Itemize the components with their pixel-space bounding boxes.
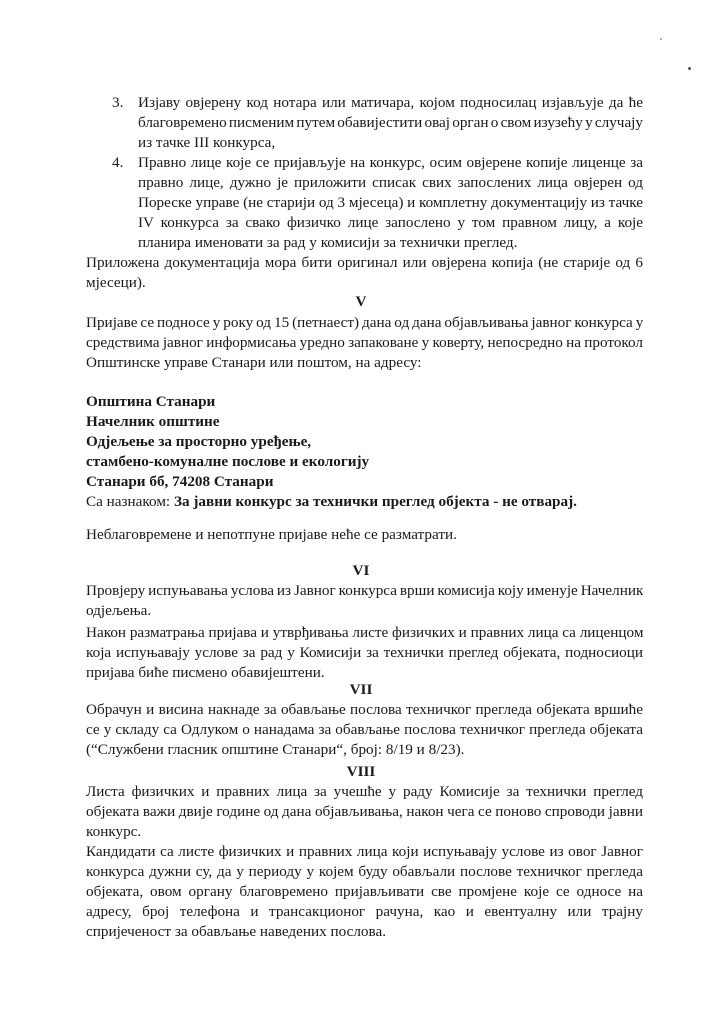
list-item-line: IV конкурса за свако физичко лице запослено у том правном лицу, а које — [138, 214, 643, 231]
list-number: 3. — [112, 94, 124, 111]
address-line: Одјељење за просторно уређење, — [86, 433, 312, 450]
paragraph-line: Након разматрања пријава и утврђивања листе физичких и правних лица са лиценцом — [86, 624, 644, 641]
paragraph-line: Провјеру испуњавања услова из Јавног конкурса врши комисија коју именује Начелник — [86, 582, 643, 599]
paragraph-line: објеката, овом органу благовремено пријављивати све промјене које се односе на — [86, 883, 643, 900]
section-heading: VII — [349, 681, 373, 698]
paragraph-line: Кандидати са листе физичких и правних лица који испуњавају услове из овог Јавног — [86, 843, 643, 860]
address-line: Станари бб, 74208 Станари — [86, 473, 274, 490]
paragraph-line: мјесеци). — [86, 274, 146, 291]
paragraph-line: се у складу са Одлуком о нанадама за обављање послова техничког прегледа објеката — [86, 721, 643, 738]
paragraph-line: Општинске управе Станари или поштом, на адресу: — [86, 354, 422, 371]
paragraph-line: Обрачун и висина накнаде за обављање послова техничког прегледа објеката вршиће — [86, 701, 643, 718]
marking-line — [86, 492, 577, 512]
section-heading: V — [355, 293, 367, 310]
list-item-line: планира именовати за рад у комисији за технички преглед. — [138, 234, 518, 251]
list-item-line: из тачке III конкурса, — [138, 134, 276, 151]
paragraph-line: спријеченост за обављање наведених послова. — [86, 923, 387, 940]
list-item-line: Изјаву овјерену код нотара или матичара, којом подносилац изјављује да ће — [138, 94, 643, 111]
list-item-line: Пореске управе (не старији од 3 мјесеца) и комплетну документацију из тачке — [138, 194, 643, 211]
list-item-line: благовремено писменим путем обавијестити овај орган о свом изузећу у случају — [138, 114, 643, 131]
paragraph-line: конкурса дужни су, да у периоду у којем буду обављали послове техничког прегледа — [86, 863, 643, 880]
address-line: Начелник општине — [86, 413, 220, 430]
paragraph-line: пријава биће писмено обавијештени. — [86, 664, 325, 681]
marking-prefix: Са назнаком: — [86, 493, 174, 510]
paragraph-line: Приложена документација мора бити оригинал или овјерена копија (не старије од 6 — [86, 254, 643, 271]
paragraph-line: која испуњавају услове за рад у Комисији за технички преглед објеката, подносиоци — [86, 644, 643, 661]
paragraph-line: Пријаве се подносе у року од 15 (петнаест) дана од дана објављивања јавног конкурса у — [86, 314, 643, 331]
list-number: 4. — [112, 154, 124, 171]
marking-text: За јавни конкурс за технички преглед објекта - не отварај. — [173, 493, 577, 510]
paragraph-line: објеката важи двије године од дана објављивања, након чега се поново спроводи јавни — [86, 803, 643, 820]
list-item-line: Правно лице које се пријављује на конкурс, осим овјерене копије лиценце за — [138, 154, 643, 171]
paragraph-line: средствима јавног информисања уредно запаковане у коверту, непосредно на протокол — [86, 334, 643, 351]
paragraph-line: Листа физичких и правних лица за учешће у раду Комисије за технички преглед — [86, 783, 643, 800]
section-heading: VI — [352, 562, 370, 579]
address-line: Општина Станари — [86, 393, 216, 410]
paragraph-line: конкурс. — [86, 823, 142, 840]
paragraph-line: адресу, број телефона и трансакционог рачуна, као и евентуалну или трајну — [86, 903, 643, 920]
paragraph-line: (“Службени гласник општине Станари“, број: 8/19 и 8/23). — [86, 741, 465, 758]
list-item-line: правно лице, дужно је приложити списак свих запослених лица овјерен од — [138, 174, 643, 191]
paragraph-line: одјељења. — [86, 602, 152, 619]
scan-speck — [660, 38, 662, 40]
scan-speck — [688, 67, 691, 70]
section-heading: VIII — [346, 763, 376, 780]
paragraph-line: Неблаговремене и непотпуне пријаве неће се разматрати. — [86, 526, 457, 543]
address-line: стамбено-комуналне послове и екологију — [86, 453, 370, 470]
